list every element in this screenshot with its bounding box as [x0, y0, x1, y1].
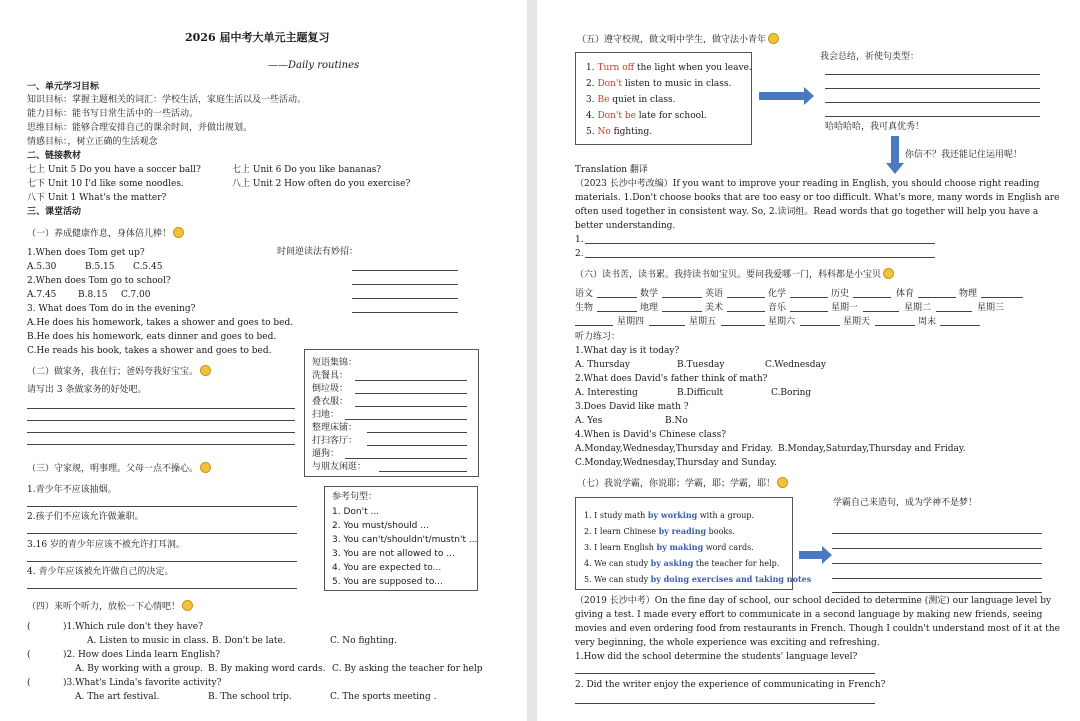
answer-line[interactable]: [981, 297, 1023, 298]
answer-line[interactable]: [825, 102, 1040, 103]
subject-cell: 地理: [640, 303, 659, 313]
answer-line[interactable]: [355, 393, 467, 394]
weekday-cell: 星期六: [768, 317, 796, 327]
part-2-prompt: 请写出 3 条做家务的好处吧。: [27, 385, 147, 395]
part-5-heading: （五）遵守校规，做文明中学生，做守法小青年: [577, 33, 779, 46]
subject-cell: 化学: [768, 289, 787, 299]
answer-line[interactable]: [832, 548, 1042, 549]
option[interactable]: B. The school trip.: [208, 692, 292, 702]
answer-line[interactable]: [662, 311, 702, 312]
answer-line[interactable]: [918, 297, 956, 298]
smiley-icon: [883, 268, 894, 279]
part-1-heading: （一）养成健康作息，身体倍儿棒！: [27, 227, 184, 240]
answer-line[interactable]: [355, 380, 467, 381]
page-subtitle: ——Daily routines: [268, 60, 360, 71]
question: 4.When is David's Chinese class?: [575, 430, 727, 440]
answer-line[interactable]: [800, 325, 840, 326]
rule-item: 3.16 岁的青少年应该不被允许打耳洞。: [27, 540, 185, 550]
option[interactable]: B.Difficult: [677, 388, 724, 398]
question: 1.What day is it today?: [575, 346, 680, 356]
answer-line[interactable]: [727, 297, 765, 298]
answer-line[interactable]: [575, 673, 875, 674]
reference-item: 1. Don't ...: [332, 507, 380, 517]
answer-line[interactable]: [597, 297, 637, 298]
option[interactable]: B.Monday,Saturday,Thursday and Friday.: [778, 444, 966, 454]
option[interactable]: B.8.15: [78, 290, 108, 300]
weekday-cell: 星期二: [904, 303, 932, 313]
answer-line[interactable]: [367, 432, 467, 433]
weekday-cell: 星期一: [831, 303, 859, 313]
reading-text: （2019 长沙中考）On the fine day of school, our school decided to determine (测定) our language level by: [575, 596, 1052, 606]
question: 3. What does Tom do in the evening?: [27, 304, 196, 314]
option[interactable]: B. Don't be late.: [212, 636, 286, 646]
question: )3.What's Linda's favorite activity?: [63, 678, 222, 688]
subject-cell: 英语: [705, 289, 724, 299]
answer-line[interactable]: [662, 297, 702, 298]
rule-line: 5. No fighting.: [586, 127, 653, 137]
school-rules-box: [575, 52, 752, 145]
option[interactable]: A. Thursday: [575, 360, 630, 370]
question: 2.What does David's father think of math?: [575, 374, 768, 384]
option[interactable]: B. By making word cards.: [208, 664, 326, 674]
rule-line: 1. Turn off the light when you leave.: [586, 63, 752, 73]
smiley-icon: [768, 33, 779, 44]
weekday-cell: 星期天: [843, 317, 871, 327]
option[interactable]: B.5.15: [85, 262, 115, 272]
option[interactable]: A. Interesting: [575, 388, 638, 398]
reference-item: 3. You are not allowed to ...: [332, 549, 455, 559]
answer-line[interactable]: [345, 458, 467, 459]
reading-text: movies and even ordering food from restaurants in French. Though I couldn't understand most of it at the: [575, 624, 1060, 634]
reference-box-title: 参考句型：: [332, 492, 378, 502]
answer-line[interactable]: [352, 270, 458, 271]
answer-line[interactable]: [575, 703, 875, 704]
weekday-cell: 星期五: [689, 317, 717, 327]
blank-label: 2.: [575, 249, 584, 259]
answer-line[interactable]: [853, 297, 891, 298]
answer-line[interactable]: [27, 420, 295, 421]
answer-line[interactable]: [27, 432, 295, 433]
option[interactable]: B.He does his homework, eats dinner and goes to bed.: [27, 332, 277, 342]
goal-thinking: 思维目标：能够合理安排自己的课余时间，并做出规划。: [27, 123, 253, 133]
smiley-icon: [173, 227, 184, 238]
answer-line[interactable]: [825, 116, 1040, 117]
subject-cell: 语文: [575, 289, 594, 299]
option[interactable]: C.Boring: [771, 388, 812, 398]
answer-line[interactable]: [863, 311, 899, 312]
answer-line[interactable]: [379, 471, 467, 472]
arrow-right-icon: [799, 551, 823, 559]
smiley-icon: [182, 600, 193, 611]
rule-item: 2.孩子们不应该允许做兼职。: [27, 512, 144, 522]
phrase-item: 扫地：: [312, 410, 340, 420]
rule-item: 4. 青少年应该被允许做自己的决定。: [27, 567, 174, 577]
answer-line[interactable]: [355, 406, 467, 407]
answer-line[interactable]: [575, 325, 613, 326]
left-page: [0, 0, 527, 721]
page-title: 2026 届中考大单元主题复习: [185, 31, 330, 44]
textbook-link: 七下 Unit 10 I'd like some noodles.: [27, 179, 184, 189]
answer-line[interactable]: [367, 445, 467, 446]
blank-label: 1.: [575, 235, 584, 245]
answer-line[interactable]: [825, 88, 1040, 89]
option[interactable]: A. Yes: [575, 416, 603, 426]
rule-line: 2. Don't listen to music in class.: [586, 79, 732, 89]
answer-line[interactable]: [585, 243, 935, 244]
rule-item: 1.青少年不应该抽烟。: [27, 485, 117, 495]
answer-line[interactable]: [597, 311, 637, 312]
option[interactable]: C. By asking the teacher for help: [332, 664, 483, 674]
phrase-item: 与朋友闲逛：: [312, 462, 367, 472]
method-line: 2. I learn Chinese by reading books.: [584, 526, 735, 536]
answer-line[interactable]: [790, 311, 828, 312]
question: 3.Does David like math ?: [575, 402, 689, 412]
reading-question: 2. Did the writer enjoy the experience of communicating in French?: [575, 680, 886, 690]
part-7-heading: （七）我说学霸，你说耶；学霸，耶；学霸，耶！: [577, 477, 788, 490]
subject-cell: 体育: [896, 289, 915, 299]
translation-text: materials. 1.Don't choose books that are too easy or too difficult. What's more, many words in English are: [575, 193, 1060, 203]
answer-line[interactable]: [352, 298, 458, 299]
option[interactable]: A. By working with a group.: [75, 664, 203, 674]
reading-text: very beginning, the whole experience was exciting and refreshing.: [575, 638, 880, 648]
reference-item: 3. You can't/shouldn't/mustn't ...: [332, 535, 478, 545]
smiley-icon: [200, 365, 211, 376]
option[interactable]: C. The sports meeting .: [330, 692, 437, 702]
goal-emotion: 情感目标：，树立正确的生活观念: [27, 137, 158, 147]
answer-bracket[interactable]: (: [27, 650, 31, 660]
part-3-heading: （三）守家规，明事理。父母一点不操心。: [27, 462, 211, 475]
reference-item: 5. You are supposed to...: [332, 577, 443, 587]
challenge-text: 你信不？我还能记住运用呢！: [905, 150, 1023, 160]
option[interactable]: A.Monday,Wednesday,Thursday and Friday.: [575, 444, 773, 454]
option[interactable]: A. Listen to music in class.: [87, 636, 209, 646]
weekday-cell: 周末: [918, 317, 937, 327]
method-line: 4. We can study by asking the teacher for help.: [584, 558, 780, 568]
answer-line[interactable]: [832, 578, 1042, 579]
answer-line[interactable]: [825, 74, 1040, 75]
time-tip-label: 时间逆读法有妙招：: [277, 247, 359, 257]
answer-bracket[interactable]: (: [27, 622, 31, 632]
smiley-icon: [777, 477, 788, 488]
section-3-heading: 三、课堂活动: [27, 207, 82, 217]
answer-line[interactable]: [27, 588, 297, 589]
subject-cell: 数学: [640, 289, 659, 299]
method-line: 3. I learn English by making word cards.: [584, 542, 754, 552]
option[interactable]: A. The art festival.: [75, 692, 160, 702]
answer-line[interactable]: [585, 257, 935, 258]
answer-line[interactable]: [832, 592, 1042, 593]
answer-line[interactable]: [352, 284, 458, 285]
answer-line[interactable]: [832, 563, 1042, 564]
reference-sentence-box: [324, 486, 478, 591]
reading-question: 1.How did the school determine the students' language level?: [575, 652, 858, 662]
phrase-item: 整理床铺：: [312, 423, 358, 433]
question: )1.Which rule don't they have?: [63, 622, 203, 632]
answer-line[interactable]: [790, 297, 828, 298]
part-6-heading: （六）读书苦，读书累。我持读书如宝贝。要问我爱哪一门，科科都是小宝贝: [575, 268, 894, 281]
proud-text: 哈哈哈哈，我可真优秀！: [825, 122, 925, 132]
reading-text: giving a test. I made every effort to communicate in a second language by making new friends, seeing: [575, 610, 1043, 620]
option[interactable]: C.5.45: [133, 262, 163, 272]
answer-bracket[interactable]: (: [27, 678, 31, 688]
phrase-item: 遛狗：: [312, 449, 340, 459]
option[interactable]: A.He does his homework, takes a shower and goes to bed.: [27, 318, 294, 328]
page-gutter: [527, 0, 537, 721]
answer-line[interactable]: [727, 311, 765, 312]
option[interactable]: C. No fighting.: [330, 636, 397, 646]
question: )2. How does Linda learn English?: [63, 650, 221, 660]
textbook-link: 七上 Unit 6 Do you like bananas?: [232, 165, 382, 175]
goal-ability: 能力目标：能书写日常生活中的一些活动。: [27, 109, 199, 119]
textbook-link: 八下 Unit 1 What's the matter?: [27, 193, 167, 203]
study-methods-box: [575, 497, 812, 590]
part-2-heading: （二）做家务，我在行；爸妈夸我好宝宝。: [27, 365, 211, 378]
answer-line[interactable]: [27, 444, 295, 445]
textbook-link: 八上 Unit 2 How often do you exercise?: [232, 179, 411, 189]
rule-line: 4. Don't be late for school.: [586, 111, 707, 121]
arrow-down-icon: [891, 136, 899, 164]
subject-cell: 美术: [705, 303, 724, 313]
weekday-cell: 星期四: [617, 317, 645, 327]
subject-cell: 物理: [959, 289, 978, 299]
option[interactable]: C.Monday,Wednesday,Thursday and Sunday.: [575, 458, 777, 468]
phrase-item: 打扫客厅：: [312, 436, 358, 446]
answer-line[interactable]: [721, 325, 765, 326]
right-page: [537, 0, 1080, 721]
answer-line[interactable]: [649, 325, 685, 326]
answer-line[interactable]: [832, 533, 1042, 534]
phrase-item: 倒垃圾：: [312, 384, 349, 394]
phrase-box: [304, 349, 479, 477]
translation-heading: Translation 翻译: [575, 165, 648, 175]
reference-item: 4. You are expected to...: [332, 563, 442, 573]
answer-line[interactable]: [27, 506, 297, 507]
answer-line[interactable]: [345, 419, 467, 420]
part-4-heading: （四）来听个听力，放松一下心情吧！: [27, 600, 193, 613]
answer-line[interactable]: [875, 325, 915, 326]
subject-cell: 生物: [575, 303, 594, 313]
method-line: 5. We can study by doing exercises and taking notes: [584, 574, 812, 584]
answer-line[interactable]: [940, 325, 980, 326]
option[interactable]: B.No: [665, 416, 688, 426]
option[interactable]: C.7.00: [121, 290, 151, 300]
translation-text: （2023 长沙中考改编）If you want to improve your reading in English, you should choose right reading: [575, 179, 1040, 189]
smiley-icon: [200, 462, 211, 473]
answer-line[interactable]: [352, 312, 458, 313]
part-7-side-text: 学霸自己来造句，成为学神不是梦！: [833, 498, 978, 508]
textbook-link: 七上 Unit 5 Do you have a soccer ball?: [27, 165, 201, 175]
reference-item: 2. You must/should ...: [332, 521, 429, 531]
phrase-item: 洗餐具：: [312, 371, 349, 381]
goal-knowledge: 知识目标：掌握主题相关的词汇：学校生活，家庭生活以及一些活动。: [27, 95, 307, 105]
phrase-box-title: 短语集锦：: [312, 358, 358, 368]
answer-line[interactable]: [27, 408, 295, 409]
answer-line[interactable]: [27, 561, 297, 562]
arrow-right-icon: [759, 92, 805, 100]
option[interactable]: A.7.45: [27, 290, 57, 300]
option[interactable]: A.5.30: [27, 262, 57, 272]
translation-text: often used together in consistent way. So, 2.读词组。Read words that go together will help you have a: [575, 207, 1039, 217]
question: 2.When does Tom go to school?: [27, 276, 171, 286]
section-1-heading: 一、单元学习目标: [27, 82, 100, 92]
question: 1.When does Tom get up?: [27, 248, 145, 258]
translation-text: better understanding.: [575, 221, 676, 231]
phrase-item: 叠衣服：: [312, 397, 349, 407]
summary-label: 我会总结，祈使句类型：: [820, 52, 920, 62]
subject-cell: 历史: [831, 289, 850, 299]
answer-line[interactable]: [27, 533, 297, 534]
listening-label: 听力练习：: [575, 332, 621, 342]
method-line: 1. I study math by working with a group.: [584, 510, 755, 520]
section-2-heading: 二、链接教材: [27, 151, 82, 161]
answer-line[interactable]: [936, 311, 972, 312]
option[interactable]: B.Tuesday: [677, 360, 725, 370]
weekday-cell: 星期三: [977, 303, 1005, 313]
rule-line: 3. Be quiet in class.: [586, 95, 676, 105]
subject-cell: 音乐: [768, 303, 787, 313]
option[interactable]: C.Wednesday: [765, 360, 826, 370]
option[interactable]: C.He reads his book, takes a shower and goes to bed.: [27, 346, 272, 356]
